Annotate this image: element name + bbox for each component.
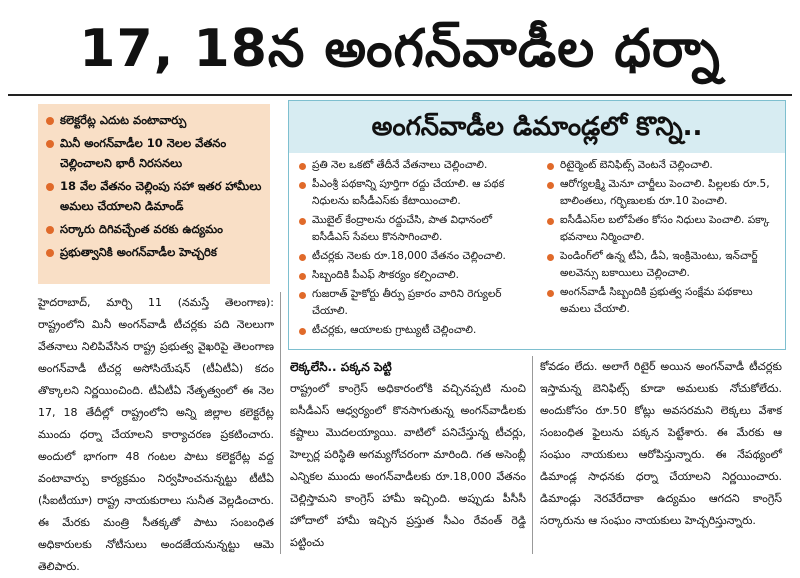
demand-item: పెండింగ్‌లో ఉన్న టీఏ, డీఏ, ఇంక్రిమెంటు, ఇన్‌చార్జ్ అలవెన్సు బకాయిలు చెల్లించాలి. [547,248,779,282]
demand-item: రిటైర్మెంట్ బెనిఫిట్స్ వెంటనే చెల్లించాలి. [547,157,779,174]
demand-item: ఐసీడీఎస్‌ల బలోపేతం కోసం నిధులు పెంచాలి. పక్కా భవనాలు నిర్మించాలి. [547,212,779,246]
bullet-icon [299,182,306,189]
bullet-icon [547,254,554,261]
bullet-icon [46,140,54,148]
bullet-icon [46,183,54,191]
headline: 17, 18న అంగన్‌వాడీల ధర్నా [79,19,721,79]
headline-rule [8,94,792,96]
highlight-item: సర్కారు దిగివచ్చేంత వరకు ఉద్యమం [46,219,262,239]
bullet-icon [547,182,554,189]
demand-item: టీచర్లకు నెలకు రూ.18,000 వేతనం చెల్లించాలి. [299,248,531,265]
bullet-icon [547,163,554,170]
subheading: లెక్కలేసి.. పక్కన పెట్టి [290,360,392,374]
article-column-2-text: రాష్ట్రంలో కాంగ్రెస్ అధికారంలోకి వచ్చినప్పటి నుంచి ఐసీడీఎస్ ఆధ్వర్యంలో కొనసాగుతున్న అంగన్‌వాడీలకు కష్టాలు మొదలయ్యాయి. వాటిలో పనిచేస్తున్న టీచర్లు, హెల్పర్ల పరిస్థితి అగమ్యగోచరంగా మారింది. గత అసెంబ్లీ ఎన్నికల ముందు అంగన్‌వాడీలకు రూ.18,000 వేతనం చెల్లిస్తామని కాంగ్రెస్ హామీ ఇచ్చింది. అప్పుడు పీసీసీ హోదాలో హామీ ఇచ్చిన ప్రస్తుత సీఎం రేవంత్ రెడ్డి పట్టించు [290,382,526,549]
bullet-icon [46,249,54,257]
demands-box [288,100,786,350]
demands-left-column [299,157,531,341]
bullet-icon [46,226,54,234]
highlight-item: ప్రభుత్వానికి అంగన్‌వాడీల హెచ్చరిక [46,242,262,262]
bullet-icon [547,218,554,225]
article-column-2 [290,356,526,554]
bullet-icon [299,218,306,225]
highlight-item: మినీ అంగన్‌వాడీల 10 నెలల వేతనం చెల్లించాలని భారీ నిరసనలు [46,133,262,173]
demands-title: అంగన్‌వాడీల డిమాండ్లలో కొన్ని.. [289,101,785,153]
highlights-box [38,104,270,284]
highlight-item: కలెక్టరేట్ల ఎదుట వంటావార్పు [46,110,262,130]
bullet-icon [46,117,54,125]
demands-right-column [547,157,779,320]
demand-item: టీచర్లకు, ఆయాలకు గ్రాట్యుటీ చెల్లించాలి. [299,322,531,339]
column-divider [280,292,281,554]
bullet-icon [299,163,306,170]
bullet-icon [299,254,306,261]
column-divider [532,356,533,554]
demand-item: అంగన్‌వాడీ సిబ్బందికి ప్రభుత్వ సంక్షేమ పథకాలు అమలు చేయాలి. [547,284,779,318]
demand-item: ఆరోగ్యలక్ష్మి మెనూ చార్జీలు పెంచాలి. పిల్లలకు రూ.5, బాలింతలు, గర్భిణులకు రూ.10 పెంచాలి. [547,176,779,210]
bullet-icon [299,292,306,299]
highlight-item: 18 వేల వేతనం చెల్లింపు సహా ఇతర హామీలు అమలు చేయాలని డిమాండ్ [46,176,262,216]
demand-item: మొబైల్ కేంద్రాలను రద్దుచేసి, పాత విధానంలో ఐసీడీఎస్ సేవలు కొనసాగించాలి. [299,212,531,246]
demand-item: పీఎంశ్రీ పథకాన్ని పూర్తిగా రద్దు చేయాలి. ఆ పథక నిధులను ఐసీడీఎస్‌కు కేటాయించాలి. [299,176,531,210]
bullet-icon [547,290,554,297]
bullet-icon [299,273,306,280]
article-column-3: కోవడం లేదు. అలాగే రిటైర్ అయిన అంగన్‌వాడీ టీచర్లకు ఇస్తామన్న బెనిఫిట్స్ కూడా అమలుకు నోచుకోలేదు. అందుకోసం రూ.50 కోట్లు అవసరమని లెక్కలు వేశాక సంబంధిత ఫైలును పక్కన పెట్టేశారు. ఈ మేరకు ఆ సంఘం నాయకులు ఆరోపిస్తున్నారు. ఈ నేపథ్యంలో డిమాండ్ల సాధనకు ధర్నా చేయాలని నిర్ణయించారు. డిమాండ్లు నెరవేరేదాకా ఉద్యమం ఆగదని కాంగ్రెస్ సర్కారును ఆ సంఘం నాయకులు హెచ్చరిస్తున్నారు. [540,360,782,527]
bullet-icon [299,328,306,335]
demand-item: సిబ్బందికి పీఎఫ్ సౌకర్యం కల్పించాలి. [299,267,531,284]
demand-item: ప్రతి నెల ఒకటో తేదీనే వేతనాలు చెల్లించాలి. [299,157,531,174]
article-column-1: హైదరాబాద్, మార్చి 11 (నమస్తే తెలంగాణ): రాష్ట్రంలోని మినీ అంగన్‌వాడీ టీచర్లకు పది నెలలుగా వేతనాలు నిలిపివేసిన రాష్ట్ర ప్రభుత్వ వైఖరిపై తెలంగాణ అంగన్‌వాడీ టీచర్ల అసోసియేషన్ (టీఏటీఏ) కదం తొక్కాలని నిర్ణయించింది. టీఏటీఏ నేతృత్వంలో ఈ నెల 17, 18 తేదీల్లో రాష్ట్రంలోని అన్ని జిల్లాల కలెక్టరేట్ల ముందు ధర్నా చేయాలని కార్యాచరణ ప్రకటించారు. అందులో భాగంగా 48 గంటల పాటు కలెక్టరేట్ల వద్ద వంటావార్పు కార్యక్రమం నిర్వహించనున్నట్టు టీటీఏ (సీఐటీయూ) రాష్ట్ర నాయకురాలు సునీత వెల్లడించారు. ఈ మేరకు మంత్రి సీతక్కతో పాటు సంబంధిత అధికారులకు నోటీసులు అందజేయనున్నట్టు ఆమె తెలిపారు. [38,296,274,573]
demand-item: గుజరాత్ హైకోర్టు తీర్పు ప్రకారం వారిని రెగ్యులర్ చేయాలి. [299,286,531,320]
